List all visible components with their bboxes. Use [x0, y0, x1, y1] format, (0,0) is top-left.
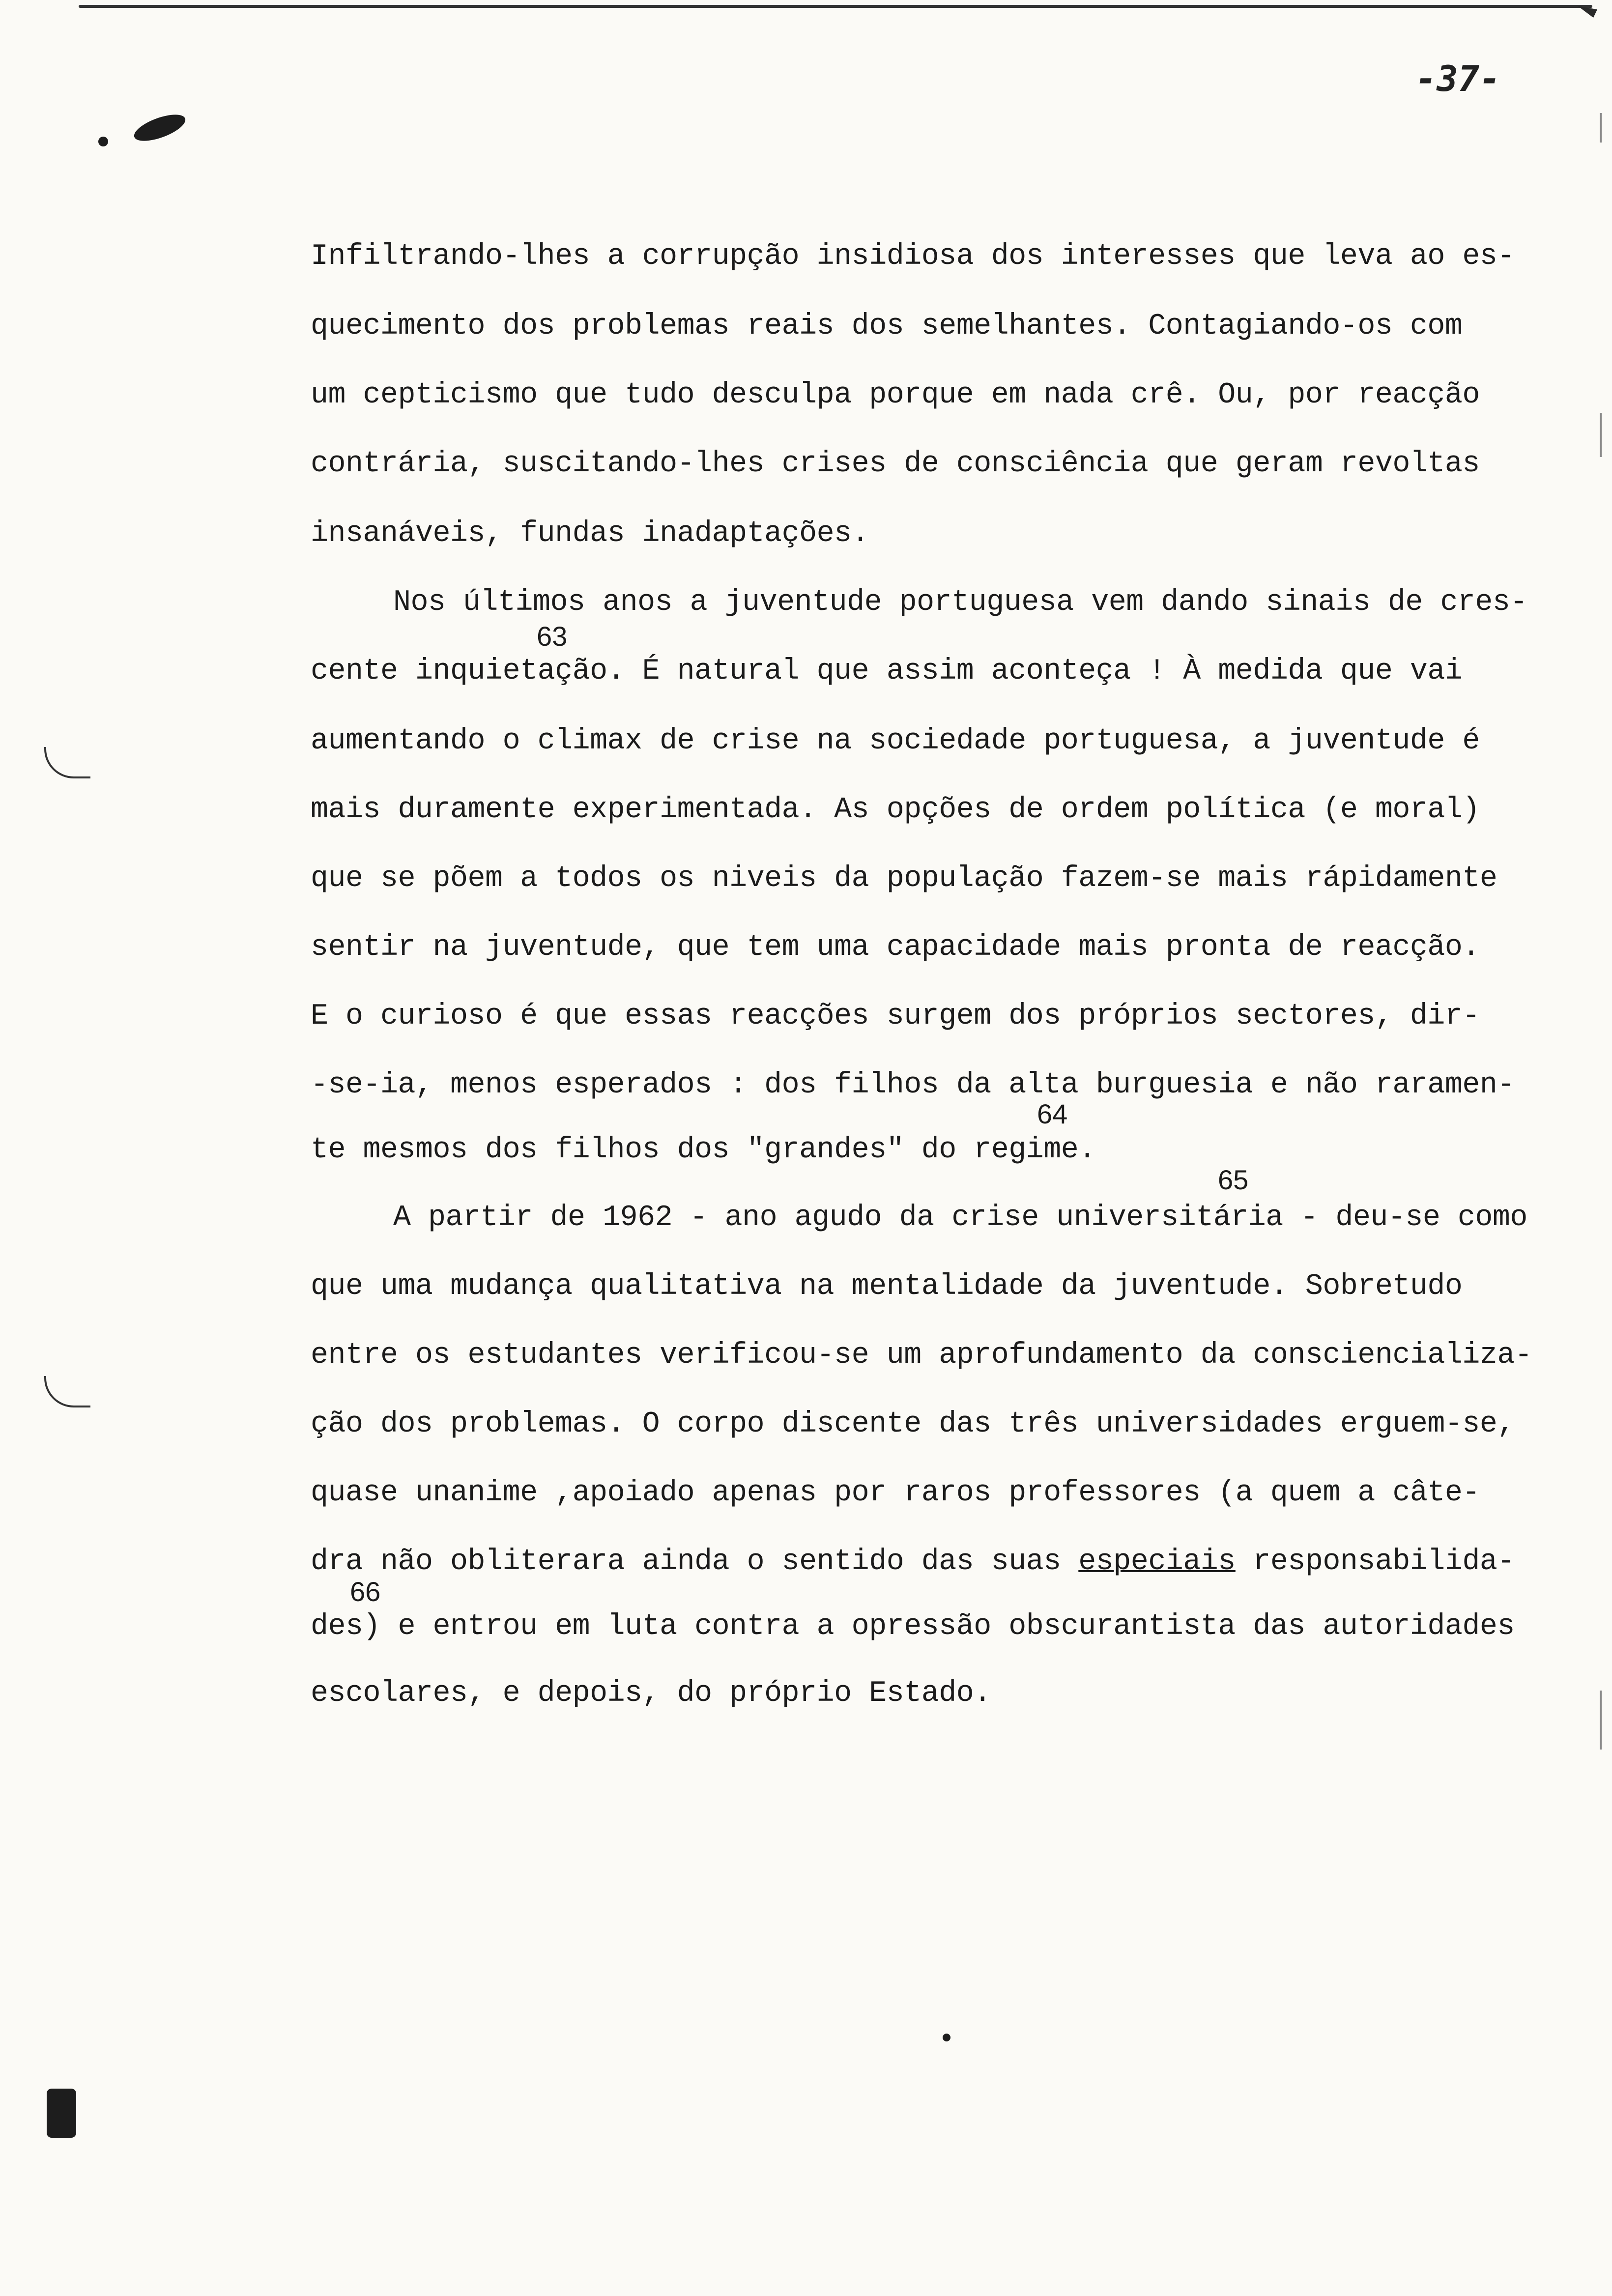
- edge-tick: [1600, 113, 1602, 143]
- top-edge-rule: [79, 5, 1592, 8]
- text-line: que se põem a todos os niveis da população fazem-se mais rápidamente: [311, 862, 1497, 895]
- text-line: cente inquietação. É natural que assim aconteça ! À medida que vai: [311, 655, 1463, 688]
- edge-tick: [1600, 413, 1602, 457]
- ink-dot: [98, 137, 108, 146]
- text-line: quecimento dos problemas reais dos semelhantes. Contagiando-os com: [311, 310, 1463, 343]
- text-line: [311, 1545, 1515, 1578]
- punch-hole-mark: [44, 1376, 90, 1407]
- ink-dot: [943, 2034, 950, 2041]
- text-line: Nos últimos anos a juventude portuguesa vem dando sinais de cres-: [393, 586, 1527, 619]
- text-line: A partir de 1962 - ano agudo da crise universitária - deu-se como: [393, 1201, 1527, 1234]
- text-line: um cepticismo que tudo desculpa porque em nada crê. Ou, por reacção: [311, 378, 1480, 412]
- text-line: insanáveis, fundas inadaptações.: [311, 517, 869, 550]
- ink-smudge: [47, 2089, 76, 2138]
- text-line: -se-ia, menos esperados : dos filhos da alta burguesia e não raramen-: [311, 1068, 1515, 1102]
- text-line: entre os estudantes verificou-se um aprofundamento da consciencializa-: [311, 1339, 1532, 1372]
- ink-smudge: [131, 109, 188, 146]
- footnote-ref-63: 63: [537, 621, 568, 652]
- text-line: aumentando o climax de crise na sociedade portuguesa, a juventude é: [311, 724, 1480, 758]
- text-line: que uma mudança qualitativa na mentalidade da juventude. Sobretudo: [311, 1270, 1463, 1303]
- text-line: E o curioso é que essas reacções surgem dos próprios sectores, dir-: [311, 1000, 1480, 1033]
- text-line: escolares, e depois, do próprio Estado.: [311, 1677, 991, 1710]
- text-line: quase unanime ,apoiado apenas por raros professores (a quem a câte-: [311, 1476, 1480, 1510]
- text-line: des) e entrou em luta contra a opressão obscurantista das autoridades: [311, 1610, 1515, 1643]
- punch-hole-mark: [44, 747, 90, 778]
- page-number: -37-: [1415, 58, 1501, 99]
- footnote-ref-65: 65: [1218, 1164, 1249, 1195]
- edge-tick: [1600, 1691, 1602, 1750]
- corner-fold-mark: [1578, 6, 1597, 18]
- underlined-word: especiais: [1078, 1545, 1236, 1578]
- text-line: sentir na juventude, que tem uma capacidade mais pronta de reacção.: [311, 931, 1480, 964]
- text-line: contrária, suscitando-lhes crises de consciência que geram revoltas: [311, 447, 1480, 481]
- footnote-ref-66: 66: [350, 1576, 381, 1607]
- text-line-head: dra não obliterara ainda o sentido das suas: [311, 1545, 1079, 1578]
- text-line: mais duramente experimentada. As opções de ordem política (e moral): [311, 793, 1480, 827]
- text-line-tail: responsabilida-: [1235, 1545, 1515, 1578]
- text-line: ção dos problemas. O corpo discente das três universidades erguem-se,: [311, 1407, 1515, 1441]
- footnote-ref-64: 64: [1037, 1098, 1068, 1129]
- text-line: Infiltrando-lhes a corrupção insidiosa dos interesses que leva ao es-: [311, 240, 1515, 273]
- text-line: te mesmos dos filhos dos "grandes" do regime.: [311, 1133, 1096, 1167]
